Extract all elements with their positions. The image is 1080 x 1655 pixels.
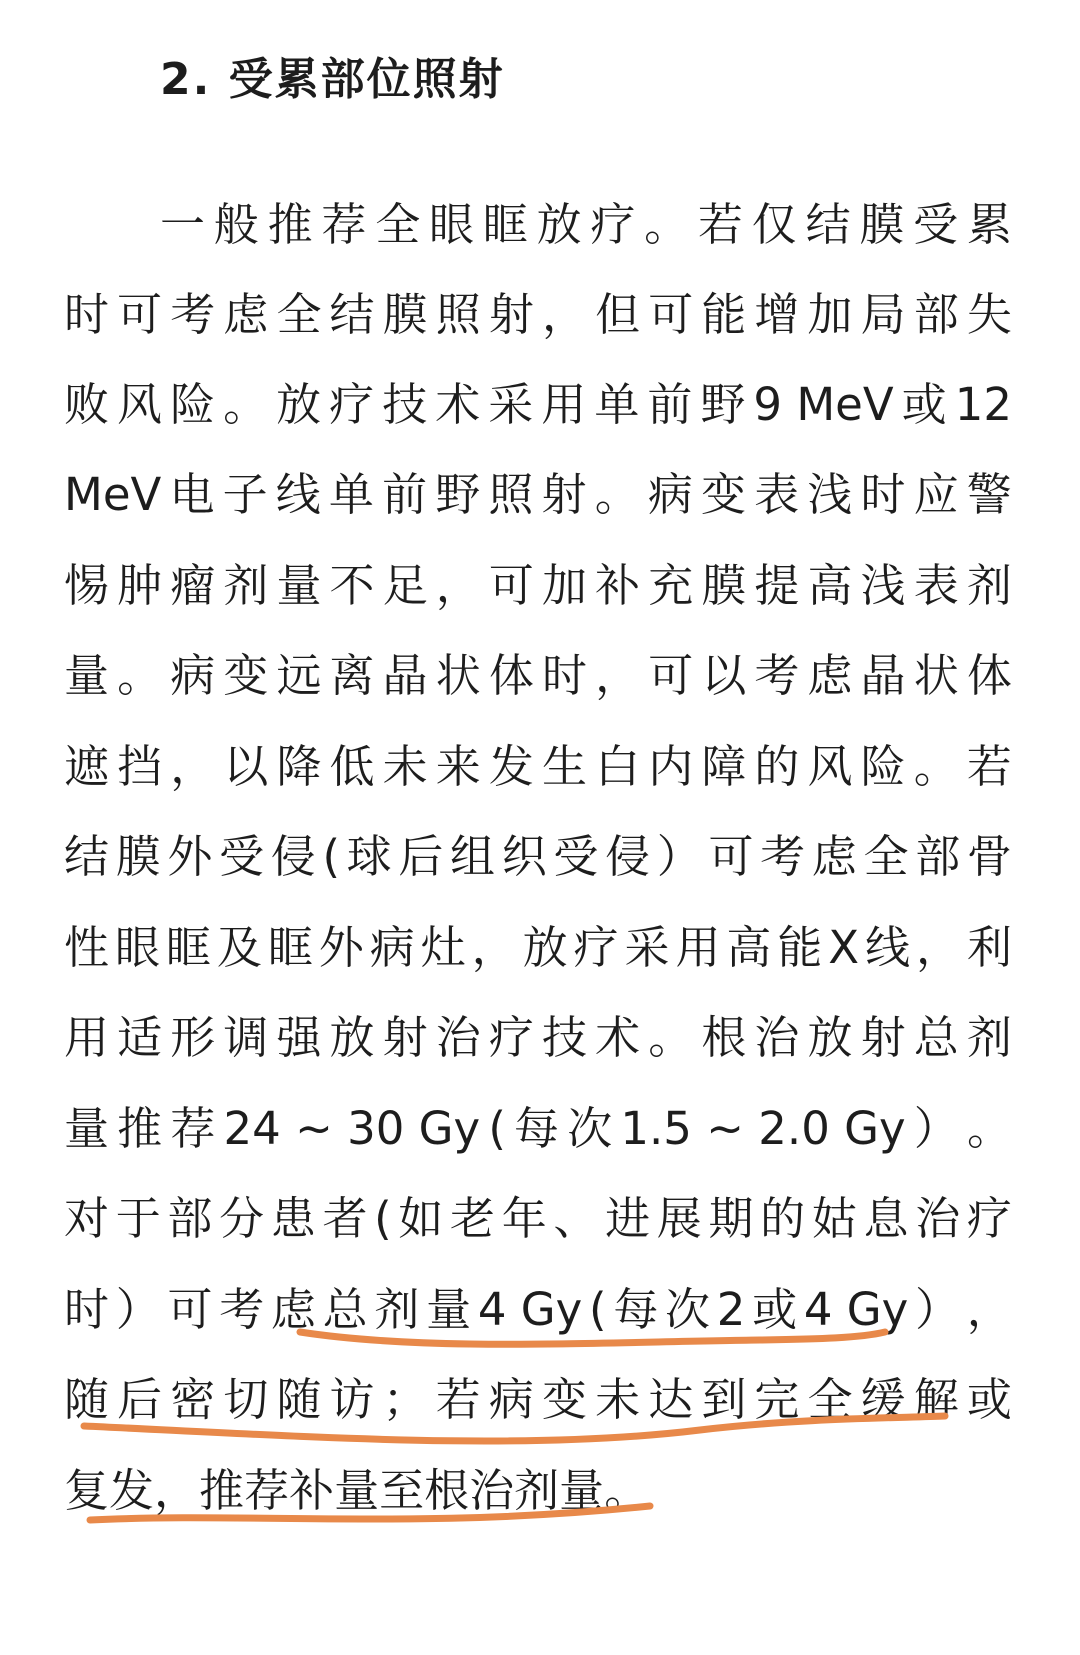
paragraph-line: 一 般 推 荐 全 眼 眶 放 疗 。 若 仅 结 膜 受 累 [160, 198, 1012, 251]
paragraph-line: 随 后 密 切 随 访 ； 若 病 变 未 达 到 完 全 缓 解 或 [64, 1373, 1012, 1426]
paragraph-line: 复 发 ， 推 荐 补 量 至 根 治 剂 量 。 [64, 1464, 650, 1517]
paragraph-line: 量 。 病 变 远 离 晶 状 体 时 ， 可 以 考 虑 晶 状 体 [64, 649, 1012, 702]
paragraph-line: 败 风 险 。 放 疗 技 术 采 用 单 前 野 9 MeV 或 12 [64, 378, 1012, 431]
paragraph-line: 结 膜 外 受 侵 ( 球 后 组 织 受 侵 ） 可 考 虑 全 部 骨 [64, 830, 1012, 883]
paragraph-line: 对 于 部 分 患 者 ( 如 老 年 、 进 展 期 的 姑 息 治 疗 [64, 1192, 1012, 1245]
paragraph-line: 用 适 形 调 强 放 射 治 疗 技 术 。 根 治 放 射 总 剂 [64, 1011, 1012, 1064]
paragraph-line: 量 推 荐 24 ~ 30 Gy ( 每 次 1.5 ~ 2.0 Gy ） 。 [64, 1102, 1012, 1155]
paragraph-line: 遮 挡 ， 以 降 低 未 来 发 生 白 内 障 的 风 险 。 若 [64, 740, 1012, 793]
paragraph-line: MeV 电 子 线 单 前 野 照 射 。 病 变 表 浅 时 应 警 [64, 468, 1012, 521]
paragraph-line: 时 可 考 虑 全 结 膜 照 射 ， 但 可 能 增 加 局 部 失 [64, 288, 1012, 341]
paragraph-line: 惕 肿 瘤 剂 量 不 足 ， 可 加 补 充 膜 提 高 浅 表 剂 [64, 559, 1012, 612]
section-heading: 2. 受累部位照射 [160, 54, 505, 105]
paragraph-line: 性 眼 眶 及 眶 外 病 灶 ， 放 疗 采 用 高 能 X 线 ， 利 [64, 921, 1012, 974]
paragraph-line: 时 ） 可 考 虑 总 剂 量 4 Gy ( 每 次 2 或 4 Gy ） ， [64, 1283, 1012, 1336]
